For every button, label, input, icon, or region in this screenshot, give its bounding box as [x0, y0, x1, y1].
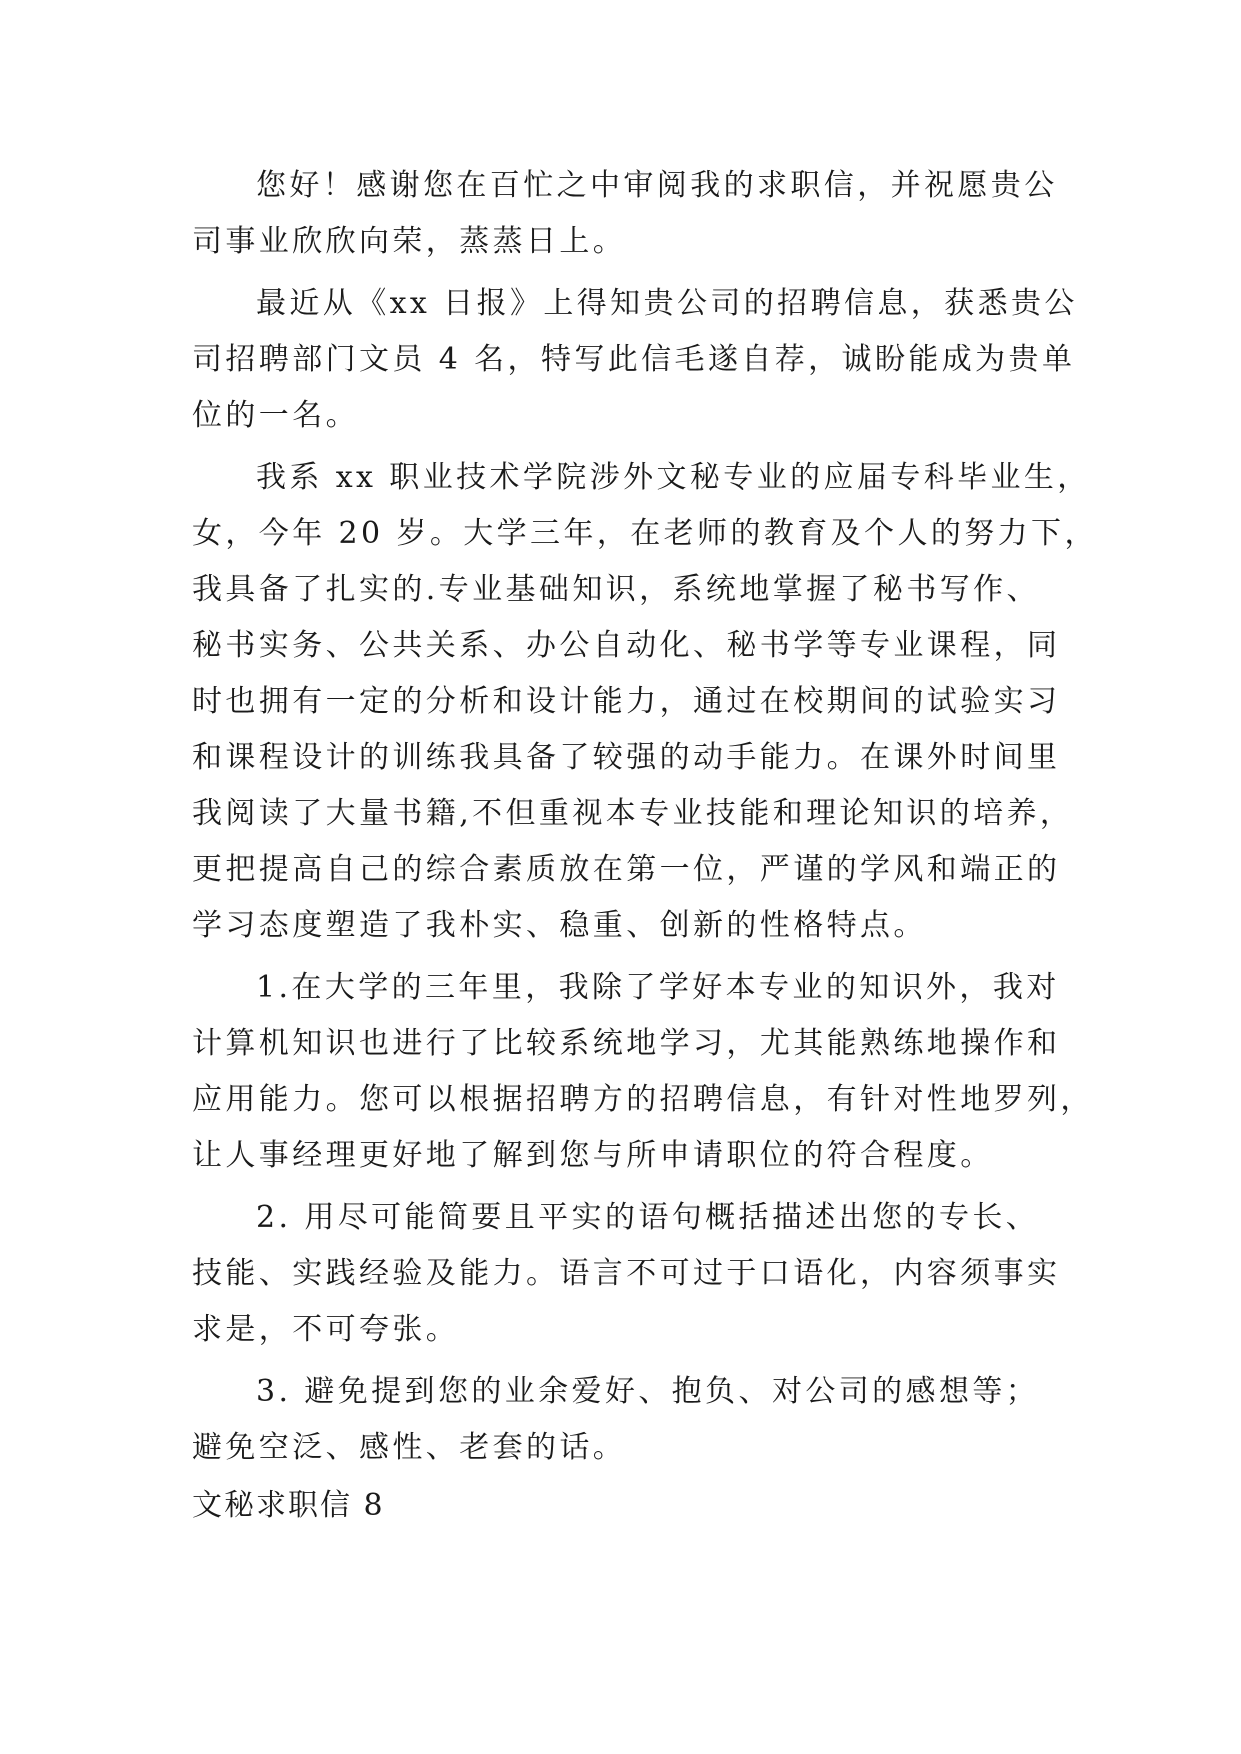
paragraph-line: 避免空泛、感性、老套的话。	[192, 1430, 627, 1465]
paragraph-line: 计算机知识也进行了比较系统地学习，尤其能熟练地操作和	[192, 1026, 1061, 1061]
paragraph-line: 女，今年 20 岁。大学三年，在老师的教育及个人的努力下，	[192, 516, 1098, 551]
paragraph-line: 和课程设计的训练我具备了较强的动手能力。在课外时间里	[192, 740, 1061, 775]
paragraph-line: 最近从《xx 日报》上得知贵公司的招聘信息，获悉贵公	[256, 286, 1078, 321]
paragraph-line: 司事业欣欣向荣，蒸蒸日上。	[192, 224, 627, 259]
paragraph-line: 我系 xx 职业技术学院涉外文秘专业的应届专科毕业生，	[256, 460, 1091, 495]
paragraph-line: 我具备了扎实的.专业基础知识，系统地掌握了秘书写作、	[192, 572, 1040, 607]
paragraph-line: 求是，不可夸张。	[192, 1312, 460, 1347]
paragraph-line: 我阅读了大量书籍,不但重视本专业技能和理论知识的培养，	[192, 796, 1074, 831]
paragraph-line: 应用能力。您可以根据招聘方的招聘信息，有针对性地罗列，	[192, 1082, 1094, 1117]
paragraph-line: 位的一名。	[192, 398, 359, 433]
section-title: 文秘求职信 8	[192, 1488, 385, 1523]
paragraph-line: 1.在大学的三年里，我除了学好本专业的知识外，我对	[256, 970, 1060, 1005]
paragraph-line: 更把提高自己的综合素质放在第一位，严谨的学风和端正的	[192, 852, 1061, 887]
paragraph-line: 学习态度塑造了我朴实、稳重、创新的性格特点。	[192, 908, 927, 943]
paragraph-line: 2. 用尽可能简要且平实的语句概括描述出您的专长、	[256, 1200, 1040, 1235]
paragraph-line: 司招聘部门文员 4 名，特写此信毛遂自荐，诚盼能成为贵单	[192, 342, 1076, 377]
paragraph-line: 秘书实务、公共关系、办公自动化、秘书学等专业课程，同	[192, 628, 1061, 663]
paragraph-line: 让人事经理更好地了解到您与所申请职位的符合程度。	[192, 1138, 994, 1173]
paragraph-line: 3. 避免提到您的业余爱好、抱负、对公司的感想等；	[256, 1374, 1040, 1409]
paragraph-line: 技能、实践经验及能力。语言不可过于口语化，内容须事实	[192, 1256, 1061, 1291]
paragraph-line: 时也拥有一定的分析和设计能力，通过在校期间的试验实习	[192, 684, 1061, 719]
paragraph-line: 您好！感谢您在百忙之中审阅我的求职信，并祝愿贵公	[256, 168, 1058, 203]
